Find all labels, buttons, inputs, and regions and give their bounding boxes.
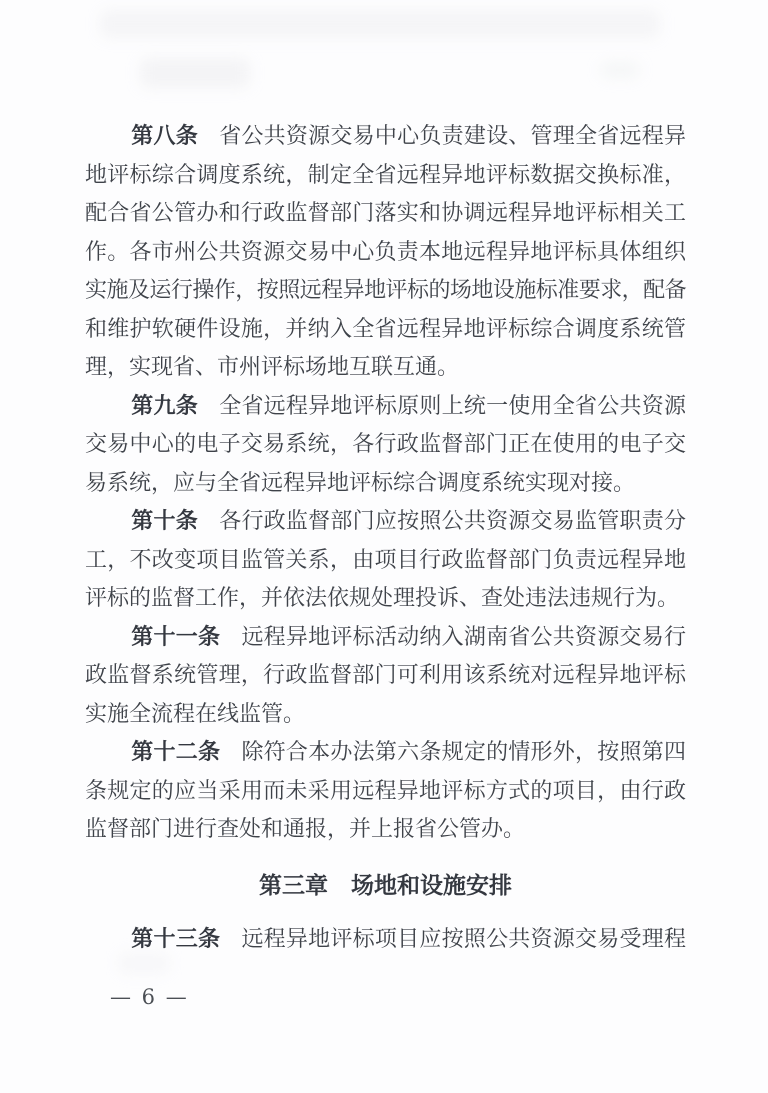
text-line: 评标的监督工作，并依法依规处理投诉、查处违法违规行为。 xyxy=(85,586,680,611)
article-number: 第十一条 xyxy=(131,624,221,650)
text-line: 地评标综合调度系统，制定全省远程异地评标数据交换标准， xyxy=(85,162,686,188)
text-line xyxy=(85,388,686,427)
chapter-number: 第三章 xyxy=(259,872,328,899)
text-run: 远程异地评标活动纳入湖南省公共资源交易行 xyxy=(241,624,686,650)
chapter-heading xyxy=(85,867,686,906)
text-run: 全省远程异地评标原则上统一使用全省公共资源 xyxy=(218,393,686,419)
text-line: 易系统，应与全省远程异地评标综合调度系统实现对接。 xyxy=(85,470,636,496)
document-body xyxy=(85,118,686,960)
article-12 xyxy=(85,734,686,850)
article-9 xyxy=(85,388,686,504)
article-number: 第九条 xyxy=(131,393,198,419)
scan-artifact xyxy=(600,62,640,78)
text-line xyxy=(85,921,686,960)
text-line: 实施及运行操作，按照远程异地评标的场地设施标准要求，配备 xyxy=(85,278,686,303)
scan-artifact xyxy=(140,58,250,88)
text-line: 监督部门进行查处和通报，并上报省公管办。 xyxy=(85,817,526,842)
text-line: 政监督系统管理，行政监督部门可利用该系统对远程异地评标 xyxy=(85,663,686,688)
text-run: 各行政监督部门应按照公共资源交易监管职责分 xyxy=(218,509,686,534)
page-number: — 6 — xyxy=(110,985,189,1009)
article-13 xyxy=(85,921,686,960)
text-line xyxy=(85,118,686,157)
article-number: 第十条 xyxy=(131,509,198,534)
text-line xyxy=(85,619,686,658)
text-run: 省公共资源交易中心负责建设、管理全省远程异 xyxy=(218,124,686,149)
text-line: 配合省公管办和行政监督部门落实和协调远程异地评标相关工 xyxy=(85,201,686,226)
text-line: 和维护软硬件设施，并纳入全省远程异地评标综合调度系统管 xyxy=(85,316,686,342)
text-line: 作。各市州公共资源交易中心负责本地远程异地评标具体组织 xyxy=(85,239,686,265)
text-line: 理，实现省、市州评标场地互联互通。 xyxy=(85,355,460,380)
text-run: 远程异地评标项目应按照公共资源交易受理程 xyxy=(241,927,686,952)
article-number: 第八条 xyxy=(131,124,198,149)
article-number: 第十三条 xyxy=(131,927,221,952)
chapter-title: 场地和设施安排 xyxy=(351,872,512,899)
scan-artifact xyxy=(100,10,660,38)
text-line xyxy=(85,503,686,542)
text-line: 实施全流程在线监管。 xyxy=(85,701,306,727)
text-line xyxy=(85,734,686,773)
article-10 xyxy=(85,503,686,619)
article-8 xyxy=(85,118,686,388)
text-line: 交易中心的电子交易系统，各行政监督部门正在使用的电子交 xyxy=(85,432,686,457)
article-11 xyxy=(85,619,686,735)
text-line: 工，不改变项目监管关系，由项目行政监督部门负责远程异地 xyxy=(85,547,686,573)
text-line: 条规定的应当采用而未采用远程异地评标方式的项目，由行政 xyxy=(85,778,686,804)
article-number: 第十二条 xyxy=(131,740,221,765)
text-run: 除符合本办法第六条规定的情形外，按照第四 xyxy=(241,740,686,765)
